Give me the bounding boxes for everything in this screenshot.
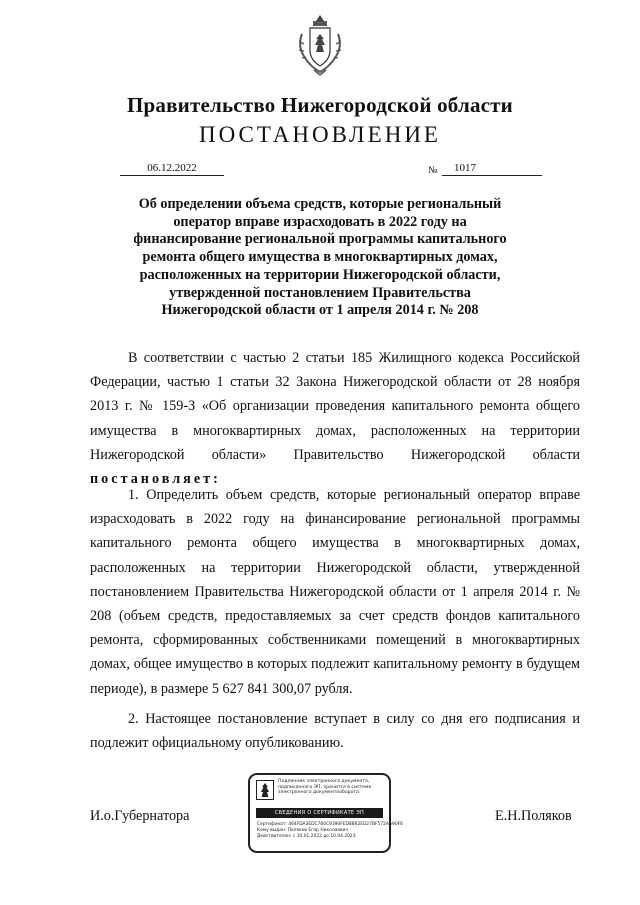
- title-line: оператор вправе израсходовать в 2022 году на: [173, 213, 467, 230]
- title-line: Об определении объема средств, которые региональный: [138, 196, 502, 212]
- emblem-icon: [256, 780, 274, 800]
- organization-name: Правительство Нижегородской области: [127, 93, 513, 117]
- document-title: [100, 196, 540, 320]
- title-line: Нижегородской области от 1 апреля 2014 г. № 208: [161, 302, 479, 319]
- certificate-info-bar: СВЕДЕНИЯ О СЕРТИФИКАТЕ ЭП: [256, 808, 383, 818]
- signatory-name: Е.Н.Поляков: [495, 808, 572, 824]
- title-line: утвержденной постановлением Правительства: [169, 284, 471, 301]
- stamp-header: Подлинник электронного документа, подписанного ЭП, хранится в системе электронного документооборота: [278, 779, 372, 796]
- certificate-validity: Действителен: с 10.01.2022 до 10.04.2023: [257, 834, 356, 840]
- item-2-text: 2. Настоящее постановление вступает в силу со дня его подписания и подлежит официальному опубликованию.: [90, 711, 580, 752]
- item-1-paragraph: [90, 483, 580, 701]
- certificate-details: [257, 822, 403, 841]
- title-line: финансирование региональной программы капитального: [133, 231, 507, 248]
- document-type: ПОСТАНОВЛЕНИЕ: [199, 122, 441, 147]
- certificate-owner: Кому выдан: Поляков Егор Николаевич: [257, 828, 349, 834]
- title-line: расположенных на территории Нижегородской области,: [139, 266, 501, 283]
- preamble-text: В соответствии с частью 2 статьи 185 Жилищного кодекса Российской Федерации, частью 1 статьи 32 Закона Нижегородской области от 28 ноября 2013 г. № 159-З «Об организации проведения капитального ремонта общего имущества в многоквартирных домах, расположенных на территории Нижегородской области» Правительство Нижегородской области: [90, 350, 580, 463]
- signatory-position: И.о.Губернатора: [90, 808, 190, 824]
- certificate-serial: Сертификат: 464FDA3EDC760C9390FED8B62ED27BF572AA90F6: [257, 822, 403, 827]
- electronic-signature-stamp: [248, 773, 403, 853]
- coat-of-arms-icon: [296, 14, 344, 76]
- decree-word: постановляет:: [90, 471, 221, 488]
- number-label: №: [428, 165, 438, 176]
- title-line: ремонта общего имущества в многоквартирных домах,: [142, 249, 498, 266]
- document-date: 06.12.2022: [120, 162, 224, 176]
- item-1-text: 1. Определить объем средств, которые региональный оператор вправе израсходовать в 2022 году на финансирование региональной программы капитального ремонта общего имущества в многоквартирных домах, расположенных на территории Нижегородской области, утвержденной постановлением Правительства Нижегородской области от 1 апреля 2014 г. № 208 (объем средств, предоставляемых за счет средств фондов капитального ремонта, сформированных собственниками помещений в многоквартирных домах, общее имущество в которых подлежит капитальному ремонту в будущем периоде), в размере 5 627 841 300,07 рубля.: [90, 487, 580, 697]
- document-number: 1017: [442, 162, 542, 176]
- item-2-paragraph: [90, 707, 580, 755]
- preamble-paragraph: [90, 346, 580, 491]
